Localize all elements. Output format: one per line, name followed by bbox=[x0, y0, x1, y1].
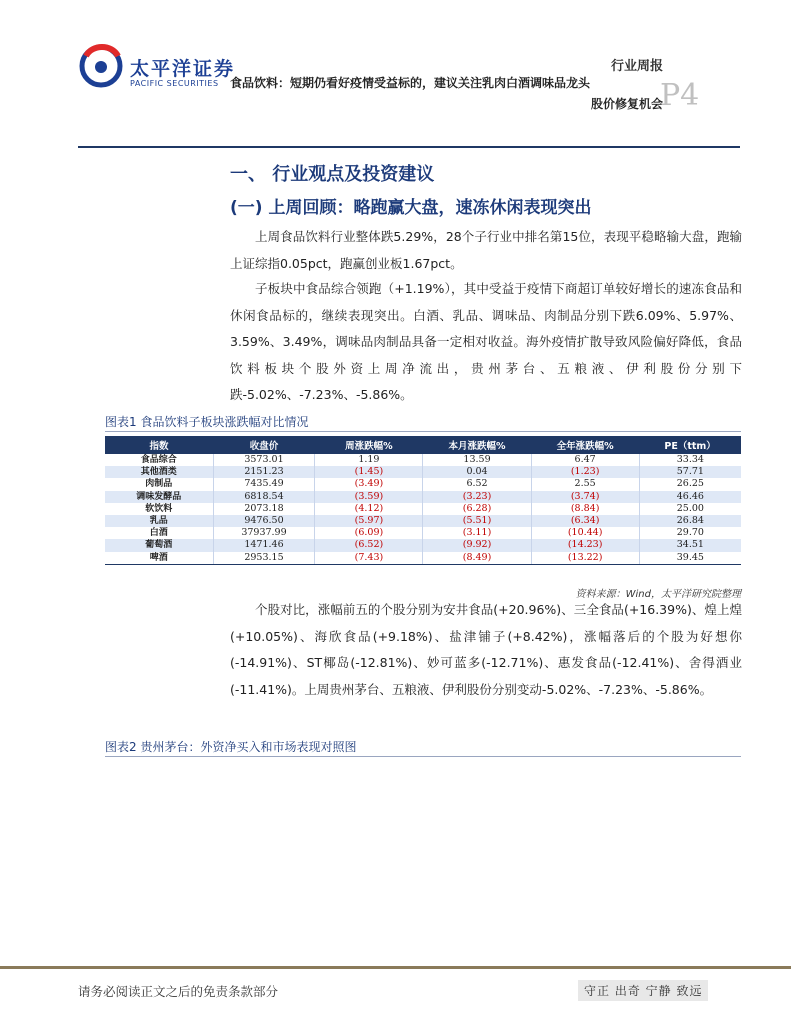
table-row bbox=[105, 527, 741, 539]
table-cell: (8.49) bbox=[423, 552, 531, 565]
table-header-row bbox=[105, 436, 741, 454]
table-cell: (10.44) bbox=[531, 527, 639, 539]
table-cell: (3.59) bbox=[315, 491, 423, 503]
table-cell: 2953.15 bbox=[213, 552, 315, 565]
paragraph-3: 个股对比，涨幅前五的个股分别为安井食品(+20.96%)、三全食品(+16.39%)、煌上煌(+10.05%)、海欣食品(+9.18%)、盐津铺子(+8.42%)，涨幅落后的个股为好想你(-14.91%)、ST椰岛(-12.81%)、妙可蓝多(-12.71%)、惠发食品(-12.41%)、舍得酒业(-11.41%)。上周贵州茅台、五粮液、伊利股份分别变动-5.02%、-7.23%、-5.86%。 bbox=[230, 602, 742, 697]
table-row bbox=[105, 478, 741, 490]
table-cell-name: 调味发酵品 bbox=[105, 491, 213, 503]
table-cell-name: 其他酒类 bbox=[105, 466, 213, 478]
table-cell-name: 软饮料 bbox=[105, 503, 213, 515]
col-header: 指数 bbox=[105, 436, 213, 454]
table-cell: (1.23) bbox=[531, 466, 639, 478]
subsector-table bbox=[105, 436, 741, 565]
table-cell: 1471.46 bbox=[213, 539, 315, 551]
table-cell-name: 食品综合 bbox=[105, 454, 213, 466]
report-type: 行业周报 bbox=[610, 59, 663, 74]
paragraph-1: 上周食品饮料行业整体跌5.29%，28个子行业中排名第15位，表现平稳略输大盘，跑输上证综指0.05pct，跑赢创业板1.67pct。 bbox=[230, 229, 742, 271]
table-cell-name: 肉制品 bbox=[105, 478, 213, 490]
table-cell: 2151.23 bbox=[213, 466, 315, 478]
table-cell: 25.00 bbox=[639, 503, 741, 515]
table-cell: 13.59 bbox=[423, 454, 531, 466]
table-cell: 57.71 bbox=[639, 466, 741, 478]
header-divider bbox=[78, 146, 740, 148]
table-row bbox=[105, 552, 741, 565]
page-number: P4 bbox=[660, 78, 700, 113]
paragraph-2: 子板块中食品综合领跑（+1.19%），其中受益于疫情下商超订单较好增长的速冻食品和休闲食品标的，继续表现突出。白酒、乳品、调味品、肉制品分别下跌6.09%、5.97%、3.59%、3.49%，调味品肉制品具备一定相对收益。海外疫情扩散导致风险偏好降低，食品饮料板块个股外资上周净流出，贵州茅台、五粮液、伊利股份分别下跌-5.02%、-7.23%、-5.86%。 bbox=[230, 281, 742, 402]
col-header: PE（ttm） bbox=[639, 436, 741, 454]
table-cell: 34.51 bbox=[639, 539, 741, 551]
table-cell: (3.23) bbox=[423, 491, 531, 503]
col-header: 全年涨跌幅% bbox=[531, 436, 639, 454]
table-cell: (14.23) bbox=[531, 539, 639, 551]
table-cell: (6.28) bbox=[423, 503, 531, 515]
col-header: 收盘价 bbox=[213, 436, 315, 454]
table-cell: 2.55 bbox=[531, 478, 639, 490]
table-cell-name: 白酒 bbox=[105, 527, 213, 539]
table-cell: (3.49) bbox=[315, 478, 423, 490]
brand-name-en: PACIFIC SECURITIES bbox=[130, 79, 219, 88]
disclaimer-note: 请务必阅读正文之后的免责条款部分 bbox=[78, 984, 279, 999]
table-cell: (7.43) bbox=[315, 552, 423, 565]
table-cell: (1.45) bbox=[315, 466, 423, 478]
table-cell: 2073.18 bbox=[213, 503, 315, 515]
figure2-caption: 图表2 贵州茅台：外资净买入和市场表现对照图 bbox=[105, 738, 741, 757]
table-source: 资料来源：Wind，太平洋研究院整理 bbox=[575, 589, 741, 600]
table-cell: 9476.50 bbox=[213, 515, 315, 527]
table-cell: (3.74) bbox=[531, 491, 639, 503]
table-cell: 3573.01 bbox=[213, 454, 315, 466]
table-cell: 1.19 bbox=[315, 454, 423, 466]
section-heading: 一、 行业观点及投资建议 bbox=[230, 164, 435, 185]
report-title-line1: 食品饮料：短期仍看好疫情受益标的，建议关注乳肉白酒调味品龙头 bbox=[230, 76, 591, 90]
table-cell: (6.34) bbox=[531, 515, 639, 527]
table-row bbox=[105, 491, 741, 503]
figure1-caption: 图表1 食品饮料子板块涨跌幅对比情况 bbox=[105, 413, 741, 432]
table-cell-name: 啤酒 bbox=[105, 552, 213, 565]
subsection-heading: (一) 上周回顾：略跑赢大盘，速冻休闲表现突出 bbox=[230, 198, 592, 218]
table-cell: 0.04 bbox=[423, 466, 531, 478]
table-cell: 26.25 bbox=[639, 478, 741, 490]
table-cell: 26.84 bbox=[639, 515, 741, 527]
col-header: 本月涨跌幅% bbox=[423, 436, 531, 454]
table-row bbox=[105, 539, 741, 551]
table-cell: 29.70 bbox=[639, 527, 741, 539]
table-cell: 7435.49 bbox=[213, 478, 315, 490]
table-cell: (5.51) bbox=[423, 515, 531, 527]
table-cell: (6.52) bbox=[315, 539, 423, 551]
table-cell: (3.11) bbox=[423, 527, 531, 539]
col-header: 周涨跌幅% bbox=[315, 436, 423, 454]
table-cell: (8.84) bbox=[531, 503, 639, 515]
logo-icon bbox=[78, 42, 124, 88]
table-row bbox=[105, 466, 741, 478]
table-cell: 6818.54 bbox=[213, 491, 315, 503]
company-motto: 守正 出奇 宁静 致远 bbox=[578, 980, 708, 1001]
table-cell: (5.97) bbox=[315, 515, 423, 527]
table-cell: (13.22) bbox=[531, 552, 639, 565]
report-title-line2: 股价修复机会 bbox=[590, 97, 663, 111]
table-cell: 39.45 bbox=[639, 552, 741, 565]
table-cell: 6.52 bbox=[423, 478, 531, 490]
table-cell: (9.92) bbox=[423, 539, 531, 551]
table-cell: 6.47 bbox=[531, 454, 639, 466]
table-cell: 46.46 bbox=[639, 491, 741, 503]
table-cell-name: 葡萄酒 bbox=[105, 539, 213, 551]
table-cell: (6.09) bbox=[315, 527, 423, 539]
brand-name: 太平洋证券 bbox=[130, 58, 236, 80]
table-row bbox=[105, 515, 741, 527]
table-cell: 33.34 bbox=[639, 454, 741, 466]
table-row bbox=[105, 503, 741, 515]
table-cell-name: 乳品 bbox=[105, 515, 213, 527]
footer-divider bbox=[0, 966, 791, 969]
table-cell: 37937.99 bbox=[213, 527, 315, 539]
table-cell: (4.12) bbox=[315, 503, 423, 515]
table-row bbox=[105, 454, 741, 466]
